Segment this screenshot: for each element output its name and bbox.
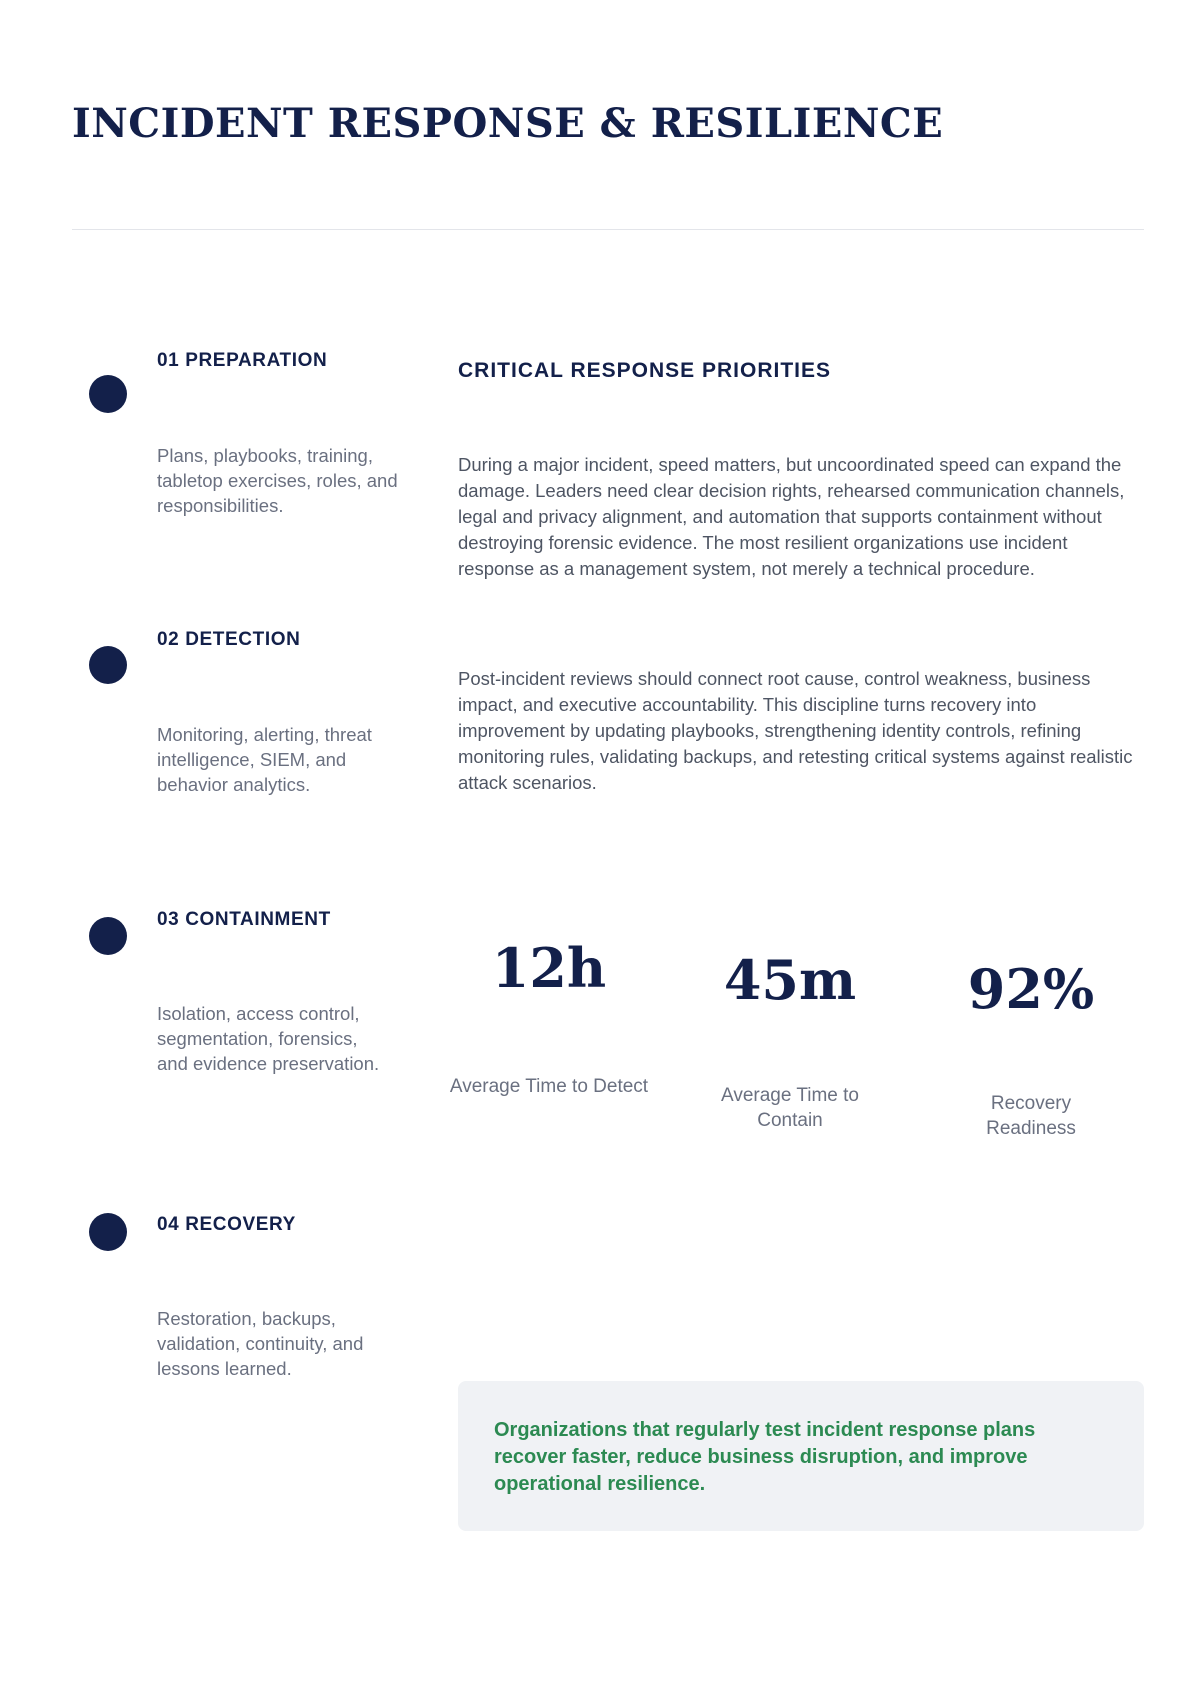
step-marker-detection [89,646,127,684]
step-title-preparation: 01 PREPARATION [157,350,328,371]
section-heading: CRITICAL RESPONSE PRIORITIES [458,359,831,382]
step-marker-containment [89,917,127,955]
step-marker-preparation [89,375,127,413]
step-title-containment: 03 CONTAINMENT [157,909,331,930]
header-divider [72,229,1144,230]
stat-value-contain: 45m [723,948,857,1012]
step-title-detection: 02 DETECTION [157,629,301,650]
stat-value-detect: 12h [491,936,607,1000]
page-title: INCIDENT RESPONSE & RESILIENCE [72,100,944,147]
callout-text: Organizations that regularly test incident response plans recover faster, reduce business disruption, and improve operational resilience. [494,1419,1036,1495]
step-title-recovery: 04 RECOVERY [157,1214,296,1235]
body-paragraph: Post-incident reviews should connect root cause, control weakness, business impact, and executive accountability. This discipline turns recovery into improvement by updating playbooks, strengthening identity controls, refining monitoring rules, validating backups, and retesting critical systems against realistic attack scenarios. [458,668,1133,793]
stat-label-recovery: Recovery Readiness [986,1093,1076,1139]
step-description-containment: Isolation, access control, segmentation, forensics, and evidence preservation. [157,1003,380,1074]
step-description-recovery: Restoration, backups, validation, continuity, and lessons learned. [157,1308,364,1379]
stat-value-recovery: 92% [967,957,1095,1021]
stat-label-detect: Average Time to Detect [449,1076,649,1097]
step-description-preparation: Plans, playbooks, training, tabletop exercises, roles, and responsibilities. [157,445,398,516]
stat-label-contain: Average Time to Contain [720,1085,859,1131]
body-paragraph: During a major incident, speed matters, but uncoordinated speed can expand the damage. Leaders need clear decision rights, rehearsed communication channels, legal and privacy alignment, and automation that supports containment without destroying forensic evidence. The most resilient organizations use incident response as a management system, not merely a technical procedure. [458,454,1125,579]
callout-box [458,1381,1144,1531]
step-description-detection: Monitoring, alerting, threat intelligence, SIEM, and behavior analytics. [157,724,372,795]
step-marker-recovery [89,1213,127,1251]
